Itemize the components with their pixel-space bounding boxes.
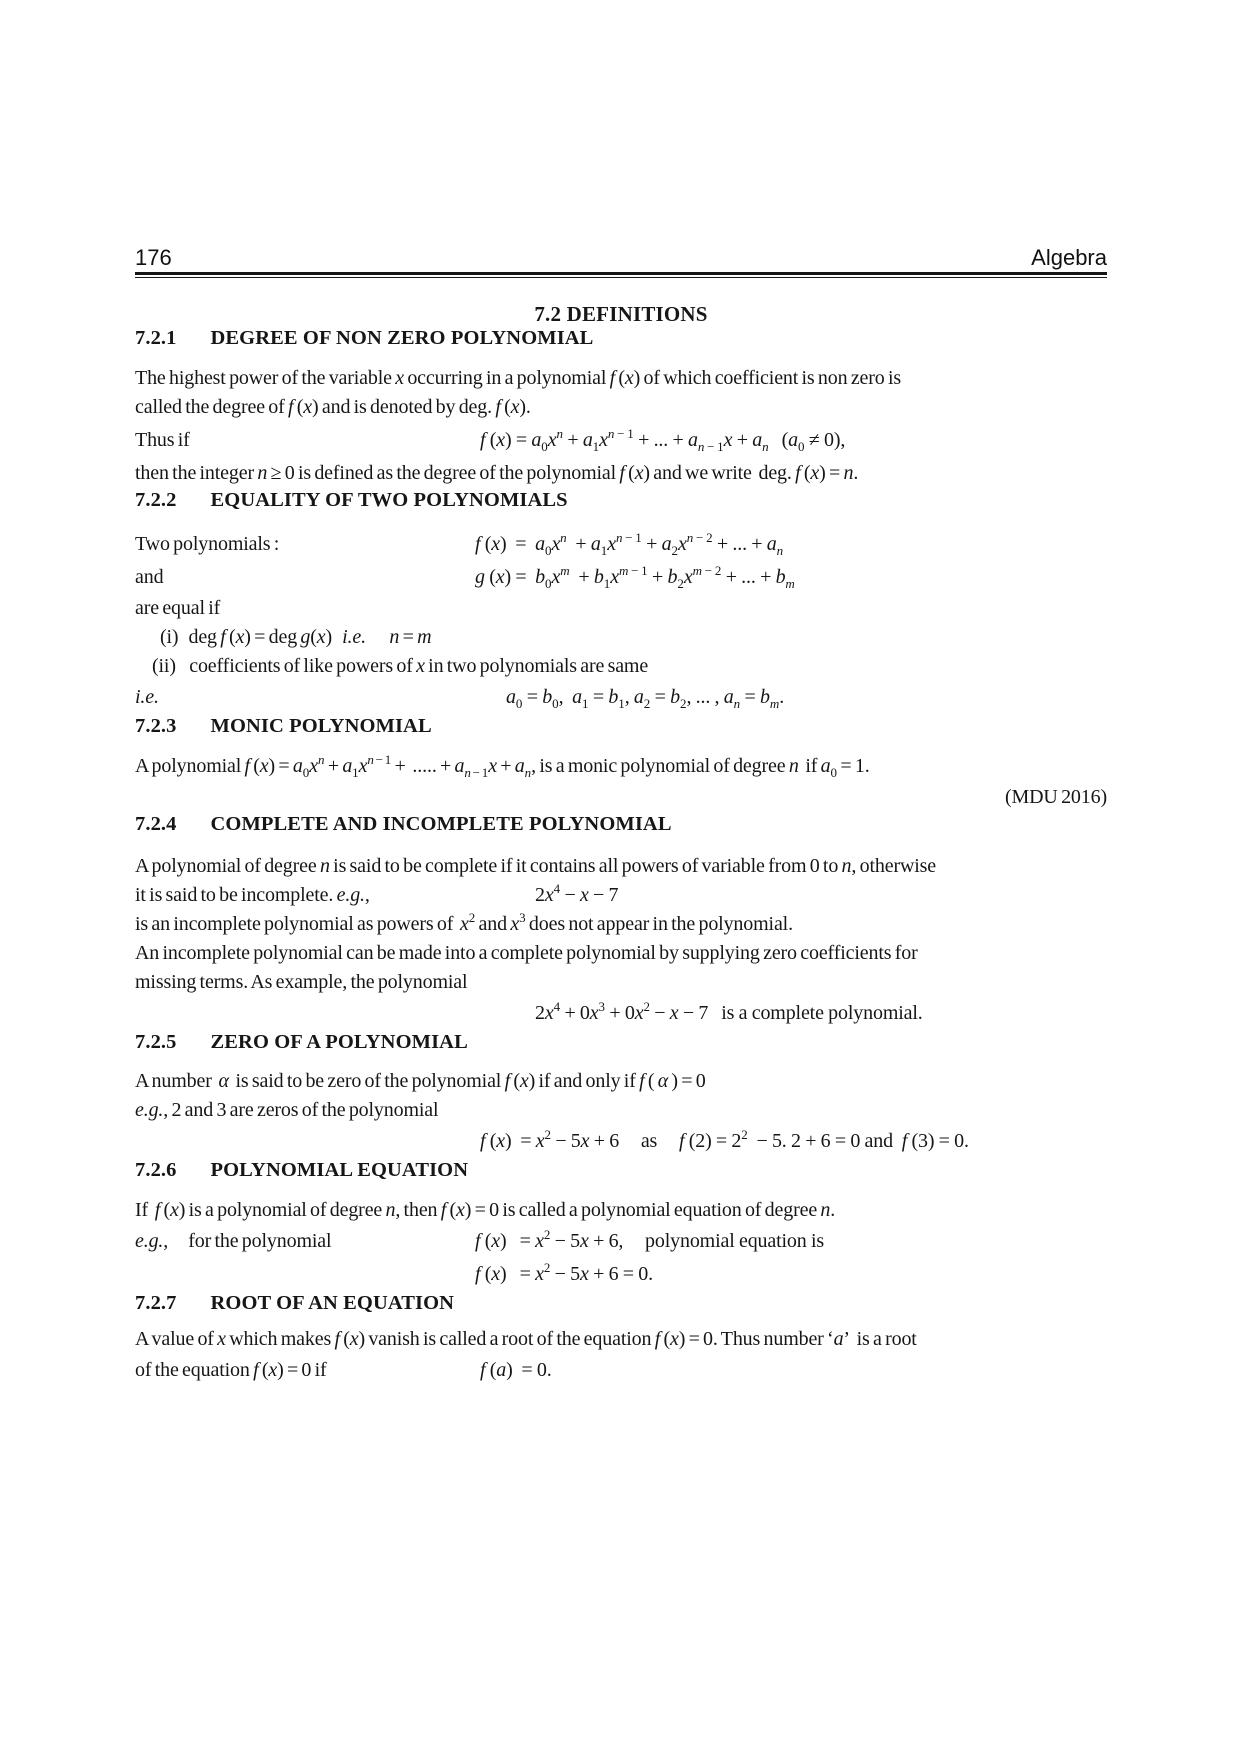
page-header	[135, 246, 1107, 270]
formula-line	[135, 528, 1107, 561]
section-heading	[135, 714, 1107, 738]
paragraph-line: An incomplete polynomial can be made into a complete polynomial by supplying zero coefficients for	[135, 942, 918, 964]
section-heading	[135, 1158, 1107, 1182]
section-7-2-7	[135, 1291, 1107, 1387]
formula-line	[135, 997, 1107, 1030]
formula: f $(x) = x^2 - 5x + 6 = 0$.	[475, 1260, 653, 1285]
line-label: Thus if	[135, 429, 190, 451]
section-title: COMPLETE AND INCOMPLETE POLYNOMIAL	[210, 813, 672, 835]
line-label: i.e.	[135, 686, 159, 708]
formula: f $(x) = x^2 - 5x + 6$, polynomial equation is	[475, 1227, 825, 1252]
line-label: and	[135, 566, 164, 588]
list-item: (ii) coefficients of like powers of x in two polynomials are same	[152, 655, 649, 677]
paragraph-line: The highest power of the variable x occurring in a polynomial f (x) of which coefficient is non zero is	[135, 367, 902, 389]
formula-line	[135, 1258, 1107, 1291]
paragraph-line: If f (x) is a polynomial of degree n, then f (x) = 0 is called a polynomial equation of degree n.	[135, 1199, 836, 1221]
formula-line	[135, 681, 1107, 714]
section-7-2-1	[135, 326, 1107, 488]
formula: $2x^4 + 0x^3 + 0x^2 - x - 7$ is a complete polynomial.	[535, 999, 923, 1024]
section-number: 7.2.1	[135, 327, 177, 349]
line-label: Two polynomials :	[135, 533, 280, 555]
paragraph-line: then the integer n ≥ 0 is defined as the degree of the polynomial f (x) and we write deg. f (x) = n.	[135, 462, 859, 484]
header-rule	[135, 272, 1107, 278]
formula: $2x^4 - x - 7$	[535, 881, 619, 906]
section-7-2-2	[135, 488, 1107, 714]
section-number: 7.2.7	[135, 1292, 177, 1314]
paragraph-line: missing terms. As example, the polynomial	[135, 971, 468, 993]
section-title: MONIC POLYNOMIAL	[210, 715, 432, 737]
paragraph-line: e.g., 2 and 3 are zeros of the polynomial	[135, 1099, 439, 1121]
paragraph-line: is an incomplete polynomial as powers of $x^2$ and $x^3$ does not appear in the polynomial.	[135, 910, 793, 935]
line-label: e.g., for the polynomial	[135, 1230, 332, 1252]
section-7-2-3	[135, 714, 1107, 812]
section-title: POLYNOMIAL EQUATION	[210, 1159, 469, 1181]
section-heading	[135, 488, 1107, 512]
paragraph-line: called the degree of f (x) and is denoted by deg. f (x).	[135, 396, 531, 418]
paragraph-line: A polynomial of degree n is said to be complete if it contains all powers of variable from 0 to n, otherwise	[135, 855, 937, 877]
formula-line	[135, 1354, 1107, 1387]
section-number: 7.2.2	[135, 489, 177, 511]
line-label: of the equation f (x) = 0 if	[135, 1359, 327, 1381]
paragraph-line: A value of x which makes f (x) vanish is called a root of the equation f (x) = 0. Thus number ‘a’ is a root	[135, 1328, 917, 1350]
page-content	[135, 0, 1107, 1387]
section-title: DEGREE OF NON ZERO POLYNOMIAL	[210, 327, 594, 349]
section-heading	[135, 1291, 1107, 1315]
section-heading	[135, 1030, 1107, 1054]
main-heading: 7.2 DEFINITIONS	[534, 302, 708, 326]
formula: f $(x) = a_0x^n + a_1x^{n - 1} + a_2x^{n - 2}$ + ... + $a_n$	[475, 530, 784, 558]
formula-line	[135, 1125, 1107, 1158]
section-title: ZERO OF A POLYNOMIAL	[210, 1031, 468, 1053]
citation-mdu: (MDU 2016)	[1005, 786, 1107, 808]
formula-line	[135, 424, 1107, 457]
paragraph-line: A polynomial f $(x) = a_0x^n + a_1x^{n - 1}$ + ..... + $a_{n - 1}x + a_n$, is a monic polynomial of degree n if $a_0 = 1$.	[135, 752, 870, 780]
section-number: 7.2.4	[135, 813, 177, 835]
section-heading	[135, 326, 1107, 350]
formula-line	[135, 881, 1107, 910]
section-number: 7.2.5	[135, 1031, 177, 1053]
section-7-2-5	[135, 1030, 1107, 1158]
list-item: (i) deg f (x) = deg g(x) i.e. n = m	[160, 626, 432, 648]
section-title: EQUALITY OF TWO POLYNOMIALS	[210, 489, 568, 511]
paragraph-line: A number α is said to be zero of the polynomial f (x) if and only if f ( α ) = 0	[135, 1070, 706, 1092]
section-7-2-6	[135, 1158, 1107, 1291]
paragraph-line: are equal if	[135, 597, 221, 619]
formula-line	[135, 1225, 1107, 1258]
book-title: Algebra	[1031, 245, 1107, 270]
section-7-2-4	[135, 812, 1107, 1030]
section-number: 7.2.3	[135, 715, 177, 737]
formula: $a_0 = b_0$, $a_1 = b_1$, $a_2 = b_2$, ... , $a_n = b_m$.	[506, 686, 785, 711]
section-title: ROOT OF AN EQUATION	[210, 1292, 455, 1314]
section-heading	[135, 812, 1107, 836]
formula: g $(x) = b_0x^m + b_1x^{m - 1} + b_2x^{m - 2}$ + ... + $b_m$	[475, 563, 795, 591]
formula: f (a) = 0.	[480, 1359, 552, 1381]
formula-line	[135, 561, 1107, 594]
line-label: it is said to be incomplete. e.g.,	[135, 884, 370, 906]
formula: f $(x) = x^2 - 5x + 6$ as f $(2) = 2^2 - 5$. 2 + 6 = 0 and f (3) = 0.	[480, 1127, 969, 1152]
formula: f $(x) = a_0x^n + a_1x^{n - 1}$ + ... + $a_{n - 1}x + a_n$ $(a_0 \ne 0)$,	[480, 426, 846, 454]
section-number: 7.2.6	[135, 1159, 177, 1181]
page-number: 176	[135, 245, 172, 270]
